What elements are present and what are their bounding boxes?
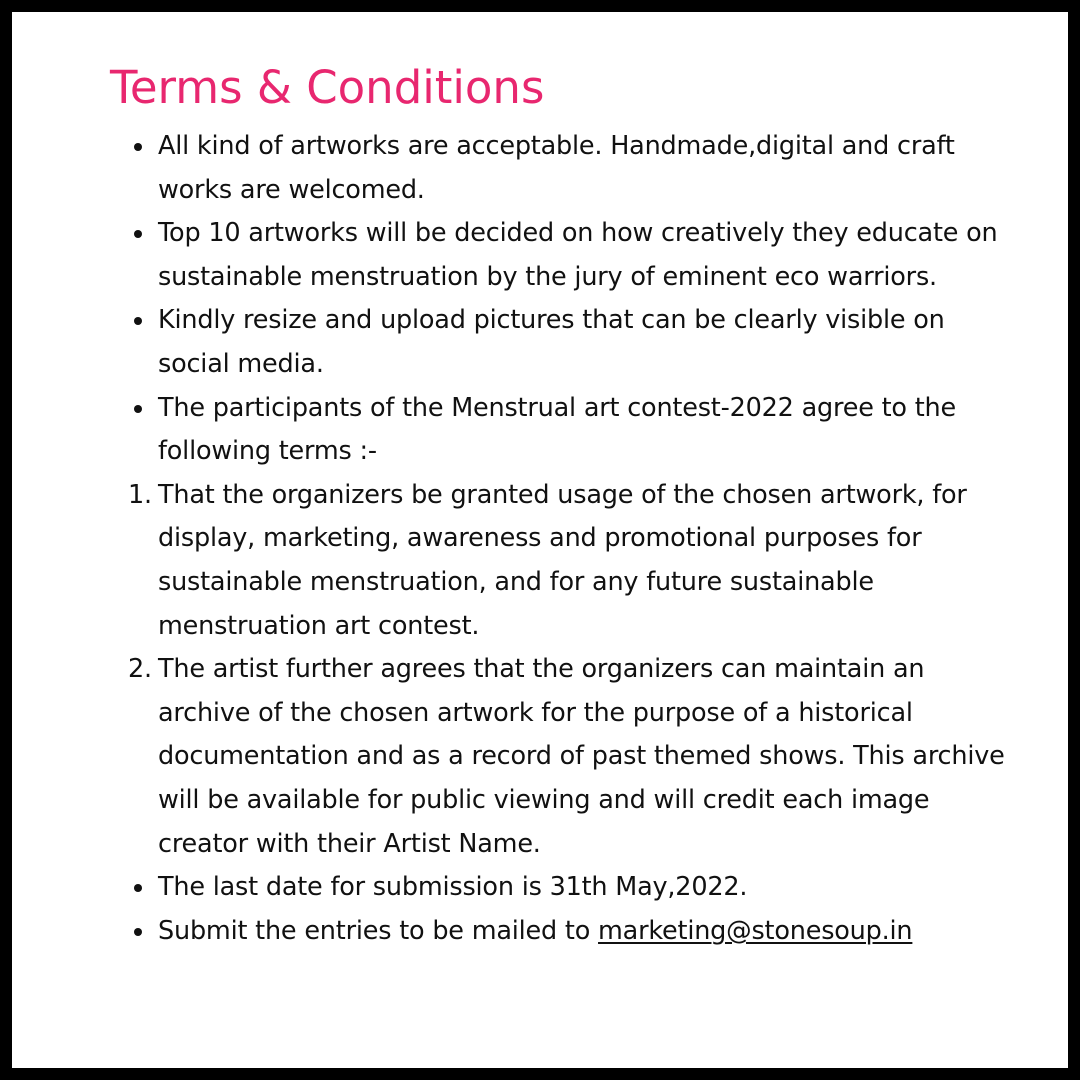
- email-link[interactable]: marketing@stonesoup.in: [598, 915, 913, 946]
- list-item-text: That the organizers be granted usage of the chosen artwork, for display, marketing, awareness and promotional purposes for sustainable menstruation, and for any future sustainable menstruation art contest.: [158, 479, 967, 641]
- list-item-text: The last date for submission is 31th May,2022.: [158, 872, 748, 903]
- numbered-item: [128, 474, 1008, 648]
- list-item-text: Submit the entries to be mailed to: [158, 915, 599, 946]
- list-item: [158, 866, 1008, 910]
- bullet-icon: [134, 884, 142, 892]
- document-card: [12, 12, 1068, 1068]
- list-item: [158, 910, 1008, 954]
- list-item-text: The artist further agrees that the organizers can maintain an archive of the chosen artwork for the purpose of a historical documentation and as a record of past themed shows. This archive will be available for public viewing and will credit each image creator with their Artist Name.: [158, 654, 1005, 859]
- list-number: 1.: [128, 479, 152, 510]
- terms-list: [128, 125, 1008, 953]
- bullet-icon: [134, 230, 142, 238]
- bullet-icon: [134, 928, 142, 936]
- page-title: Terms & Conditions: [110, 61, 545, 114]
- bullet-icon: [134, 405, 142, 413]
- list-number: 2.: [128, 654, 152, 685]
- list-item: [158, 387, 1008, 474]
- list-item-text: Kindly resize and upload pictures that can be clearly visible on social media.: [158, 305, 945, 379]
- list-item-text: Top 10 artworks will be decided on how creatively they educate on sustainable menstruation by the jury of eminent eco warriors.: [158, 218, 998, 292]
- list-item: [158, 212, 1008, 299]
- list-item: [158, 299, 1008, 386]
- list-item: [158, 125, 1008, 212]
- bullet-icon: [134, 317, 142, 325]
- numbered-item: [128, 648, 1008, 866]
- list-item-text: The participants of the Menstrual art contest-2022 agree to the following terms :-: [158, 392, 956, 467]
- list-item-text: All kind of artworks are acceptable. Handmade,digital and craft works are welcomed.: [158, 131, 955, 205]
- bullet-icon: [134, 143, 142, 151]
